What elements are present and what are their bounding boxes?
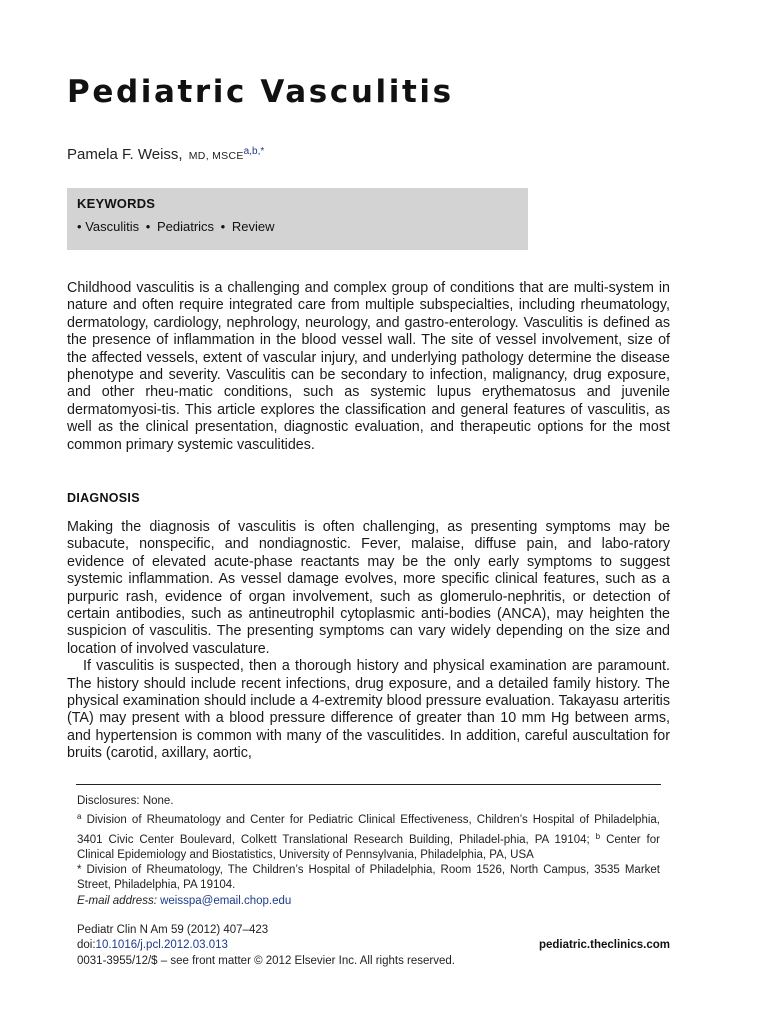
author-name: Pamela F. Weiss,	[67, 146, 183, 163]
corresponding-author-note: * Division of Rheumatology, The Children’s Hospital of Philadelphia, Room 1526, North Campus, 3535 Market Street, Philadelphia, PA 19104.	[77, 864, 660, 892]
email-label: E-mail address:	[77, 894, 157, 907]
disclosures-note: Disclosures: None.	[77, 795, 174, 807]
affiliation-note	[77, 809, 660, 863]
citation-block	[77, 923, 670, 969]
footnotes	[77, 794, 660, 909]
journal-citation: Pediatr Clin N Am 59 (2012) 407–423	[77, 924, 269, 936]
keyword-item: Review	[231, 219, 275, 234]
abstract-paragraph: Childhood vasculitis is a challenging and complex group of conditions that are multi-system in nature and often require integrated care from multiple subspecialties, including rheumatology, dermatology, cardiology, nephrology, neurology, and gastro-enterology. Vasculitis is defined as the presence of inflammation in the blood vessel wall. The site of vessel involvement, size of the affected vessels, extent of vascular injury, and underlying pathology determine the disease phenotype and severity. Vasculitis can be secondary to infection, malignancy, drug exposure, and other rheu-matic conditions, such as systemic lupus erythematosus and juvenile dermatomyosi-tis. This article explores the classification and general features of vasculitis, as well as the clinical presentation, diagnostic evaluation, and therapeutic options for the most common primary systemic vasculitides.	[67, 280, 670, 453]
body-paragraph: If vasculitis is suspected, then a thorough history and physical examination are paramount. The history should include recent infections, drug exposure, and a detailed family history. The physical examination should include a 4-extremity blood pressure evaluation. Takayasu arteritis (TA) may present with a blood pressure difference of greater than 10 mm Hg between arms, and hypertension is common with many of the vasculitides. In addition, careful auscultation for bruits (carotid, axillary, aortic,	[67, 658, 670, 762]
bullet-icon: •	[77, 219, 82, 234]
bullet-icon: •	[220, 219, 226, 234]
bullet-icon: •	[145, 219, 151, 234]
body-paragraph: Making the diagnosis of vasculitis is often challenging, as presenting symptoms may be subacute, nonspecific, and nondiagnostic. Fever, malaise, diffuse pain, and labo-ratory evidence of elevated acute-phase reactants may be the only early symptoms to suggest systemic inflammation. As vessel damage evolves, more specific clinical features, such as a purpuric rash, evidence of organ involvement, such as glomerulo-nephritis, or detection of certain antibodies, such as antineutrophil cytoplasmic anti-bodies (ANCA), may heighten the suspicion of vasculitis. The presenting symptoms can vary widely depending on the size and location of involved vasculature.	[67, 519, 670, 657]
doi-row	[77, 938, 670, 953]
author-degrees: MD, MSCE	[188, 150, 244, 162]
doi-link[interactable]: 10.1016/j.pcl.2012.03.013	[95, 939, 228, 952]
section-heading-diagnosis: DIAGNOSIS	[67, 491, 140, 505]
affiliation-a: Division of Rheumatology and Center for Pediatric Clinical Effectiveness, Children’s Hospital of Philadelphia, 3401 Civic Center Boulevard, Colkett Translational Research Building, Philadel-phia, PA 19104;	[77, 814, 660, 846]
article-title: Pediatric Vasculitis	[67, 74, 454, 110]
author-affiliation-marks[interactable]: a,b,*	[243, 146, 265, 157]
keywords-box	[67, 188, 528, 250]
footnote-divider	[76, 784, 661, 785]
diagnosis-section	[67, 519, 670, 763]
author-line	[67, 146, 264, 163]
keyword-item: Pediatrics	[156, 219, 215, 234]
doi-label: doi:	[77, 939, 96, 952]
affiliation-mark: b	[595, 831, 601, 841]
journal-site-link[interactable]: pediatric.theclinics.com	[538, 939, 670, 952]
email-link[interactable]: weisspa@email.chop.edu	[160, 894, 292, 907]
copyright-line: 0031-3955/12/$ – see front matter © 2012 Elsevier Inc. All rights reserved.	[77, 954, 455, 967]
abstract-section	[67, 280, 670, 454]
keyword-item: Vasculitis	[85, 219, 140, 234]
email-note	[77, 894, 660, 909]
keywords-heading: KEYWORDS	[77, 196, 156, 211]
affiliation-b: Center for Clinical Epidemiology and Biostatistics, University of Pennsylvania, Philadelphia, PA, USA	[77, 833, 660, 861]
keywords-list	[77, 219, 518, 234]
affiliation-mark: a	[77, 812, 82, 822]
